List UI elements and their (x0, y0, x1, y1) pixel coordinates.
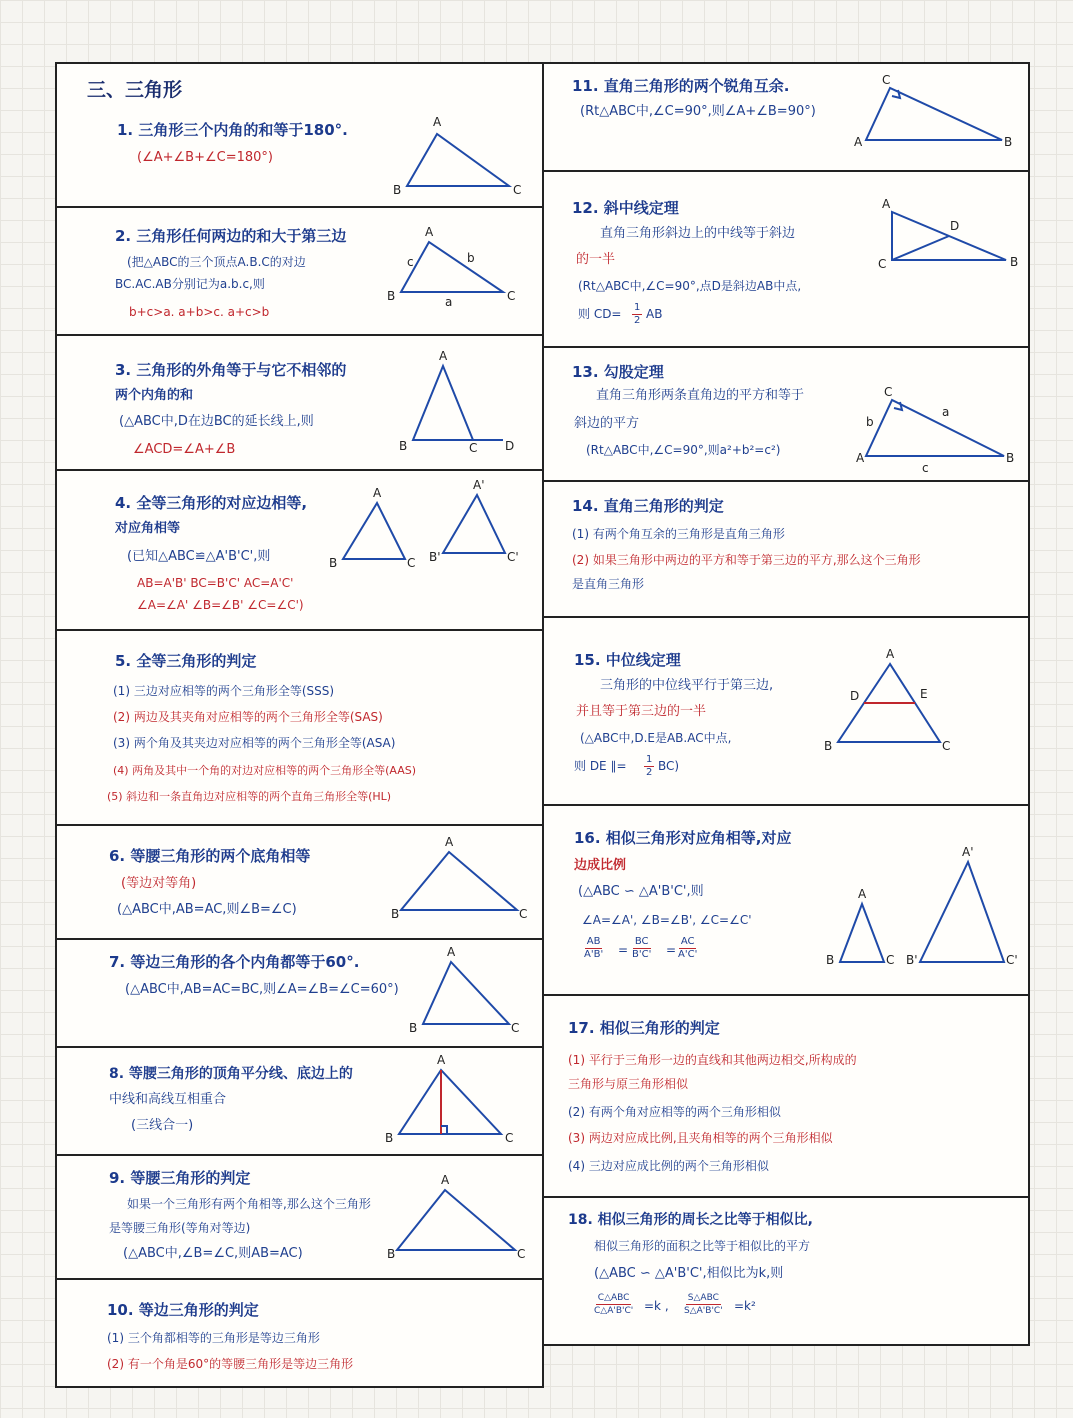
vertex-label: B (824, 739, 833, 753)
vertex-label: B (826, 953, 835, 967)
vertex-label: C (886, 953, 895, 967)
item-line: (把△ABC的三个顶点A.B.C的对边 (127, 255, 306, 269)
item-title: 2. 三角形任何两边的和大于第三边 (115, 227, 347, 245)
ratio: $\frac{BC}{B'C'}$ (632, 936, 652, 960)
vertex-label: D (950, 219, 960, 233)
vertex-label: C (878, 257, 887, 271)
ratio: $\frac{AB}{A'B'}$ (584, 936, 604, 960)
item-line: (1) 三边对应相等的两个三角形全等(SSS) (113, 684, 335, 698)
item-line: 直角三角形斜边上的中线等于斜边 (600, 226, 796, 241)
item-line: ∠ACD=∠A+∠B (133, 442, 236, 457)
item-title: 10. 等边三角形的判定 (107, 1301, 259, 1319)
similar-triangles-figure (826, 844, 1026, 967)
vertex-label: B (409, 1021, 418, 1035)
item-16 (544, 804, 1028, 996)
item-line: (2) 两边及其夹角对应相等的两个三角形全等(SAS) (113, 710, 383, 724)
item-line: (2) 有两个角对应相等的两个三角形相似 (568, 1105, 781, 1119)
item-title: 17. 相似三角形的判定 (568, 1019, 720, 1037)
item-line: (Rt△ABC中,∠C=90°,则a²+b²=c²) (586, 443, 781, 457)
vertex-label: B (399, 439, 408, 453)
item-line: 的一半 (576, 252, 616, 267)
item-title: 8. 等腰三角形的顶角平分线、底边上的 (109, 1066, 353, 1082)
item-title: 15. 中位线定理 (574, 651, 681, 669)
item-line: 则 CD= (578, 307, 622, 321)
vertex-label: B (391, 907, 400, 921)
item-line: 三角形与原三角形相似 (568, 1077, 689, 1091)
item-line: 中线和高线互相重合 (109, 1092, 227, 1107)
equals-sign: = (618, 943, 629, 957)
vertex-label: A (425, 225, 434, 239)
item-title: 11. 直角三角形的两个锐角互余. (572, 77, 790, 95)
item-line: (已知△ABC≌△A'B'C',则 (127, 549, 271, 564)
vertex-label: B (329, 556, 338, 570)
vertex-label: C (505, 1131, 514, 1145)
side-label: c (922, 461, 929, 475)
item-title: 13. 勾股定理 (572, 363, 664, 381)
vertex-label: B' (906, 953, 918, 967)
vertex-label: A' (473, 478, 485, 492)
ratio: S△ABC S△A'B'C' (684, 1293, 723, 1316)
equilateral-triangle-figure (407, 945, 537, 1038)
item-title: 14. 直角三角形的判定 (572, 497, 724, 515)
three-lines-figure (385, 1053, 525, 1156)
item-line: (1) 平行于三角形一边的直线和其他两边相交,所构成的 (568, 1053, 857, 1067)
left-column (55, 62, 544, 1388)
item-line: (4) 三边对应成比例的两个三角形相似 (568, 1159, 769, 1173)
item-title: 12. 斜中线定理 (572, 199, 679, 217)
vertex-label: C (519, 907, 528, 921)
item-line: (△ABC中,AB=AC=BC,则∠A=∠B=∠C=60°) (125, 982, 399, 997)
item-line: 如果一个三角形有两个角相等,那么这个三角形 (127, 1197, 371, 1211)
item-line: 三角形的中位线平行于第三边, (600, 678, 774, 693)
item-3 (57, 334, 542, 471)
item-line: ∠A=∠A', ∠B=∠B', ∠C=∠C' (582, 913, 752, 927)
item-title: 18. 相似三角形的周长之比等于相似比, (568, 1212, 813, 1228)
vertex-label: B (1006, 451, 1015, 465)
item-title: 6. 等腰三角形的两个底角相等 (109, 847, 311, 865)
isosceles-triangle-figure (391, 835, 531, 930)
triangle-figure (387, 225, 527, 320)
item-8 (57, 1046, 542, 1156)
right-column (542, 62, 1030, 1346)
vertex-label: A (856, 451, 865, 465)
vertex-label: D (850, 689, 860, 703)
item-title: 4. 全等三角形的对应边相等, (115, 494, 308, 512)
item-13 (544, 346, 1028, 482)
vertex-label: C (882, 73, 891, 87)
item-7 (57, 938, 542, 1048)
vertex-label: C (507, 289, 516, 303)
item-11 (544, 64, 1028, 172)
vertex-label: C' (507, 550, 519, 564)
vertex-label: A' (962, 845, 974, 859)
item-2 (57, 206, 542, 336)
item-line: 直角三角形两条直角边的平方和等于 (596, 388, 805, 403)
item-line: (3) 两边对应成比例,且夹角相等的两个三角形相似 (568, 1131, 833, 1145)
item-line: (1) 三个角都相等的三角形是等边三角形 (107, 1331, 320, 1345)
vertex-label: C (407, 556, 416, 570)
item-line: 两个内角的和 (115, 388, 194, 403)
item-line: (三线合一) (131, 1118, 194, 1133)
vertex-label: A (373, 486, 382, 500)
vertex-label: C (513, 183, 522, 197)
item-line: (△ABC中,AB=AC,则∠B=∠C) (117, 902, 297, 917)
vertex-label: A (858, 887, 867, 901)
item-line: 相似三角形的面积之比等于相似比的平方 (594, 1239, 811, 1253)
item-line: 是直角三角形 (572, 577, 645, 591)
vertex-label: B (387, 1247, 396, 1261)
item-line: 边成比例 (574, 858, 627, 873)
vertex-label: C (511, 1021, 520, 1035)
item-line: (△ABC中,D.E是AB.AC中点, (580, 731, 732, 745)
vertex-label: B (385, 1131, 394, 1145)
side-label: a (445, 295, 453, 309)
vertex-label: C (884, 385, 893, 399)
side-label: c (407, 255, 414, 269)
item-line: (2) 如果三角形中两边的平方和等于第三边的平方,那么这个三角形 (572, 553, 921, 567)
item-line: (Rt△ABC中,∠C=90°,点D是斜边AB中点, (578, 279, 802, 293)
vertex-label: C (517, 1247, 526, 1261)
ratio: C△ABC C△A'B'C' (594, 1293, 634, 1316)
right-triangle-figure (854, 73, 1014, 158)
side-label: a (942, 405, 950, 419)
item-line: (2) 有一个角是60°的等腰三角形是等边三角形 (107, 1357, 354, 1371)
item-line: (△ABC中,∠B=∠C,则AB=AC) (123, 1246, 303, 1261)
ratio: $\frac{AC}{A'C'}$ (678, 936, 698, 960)
congruent-triangles-figure (329, 478, 529, 579)
item-10 (57, 1278, 542, 1386)
vertex-label: B' (429, 550, 441, 564)
item-18 (544, 1196, 1028, 1344)
isosceles-triangle-figure (387, 1173, 527, 1268)
item-1 (57, 64, 542, 208)
equals-sign: = (666, 943, 677, 957)
item-line: (∠A+∠B+∠C=180°) (137, 150, 273, 165)
item-line: (3) 两个角及其夹边对应相等的两个三角形全等(ASA) (113, 736, 396, 750)
item-title: 1. 三角形三个内角的和等于180°. (117, 121, 348, 139)
vertex-label: E (920, 687, 928, 701)
vertex-label: A (886, 647, 895, 661)
vertex-label: A (433, 115, 442, 129)
item-title: 3. 三角形的外角等于与它不相邻的 (115, 361, 347, 379)
item-line: (1) 有两个角互余的三角形是直角三角形 (572, 527, 785, 541)
triangle-figure (393, 349, 533, 455)
item-title: 9. 等腰三角形的判定 (109, 1169, 251, 1187)
item-line: BC) (658, 759, 680, 773)
vertex-label: C (469, 441, 478, 455)
fraction: $\frac{1}{2}$ (646, 754, 653, 778)
item-line: ∠A=∠A' ∠B=∠B' ∠C=∠C') (137, 598, 304, 612)
side-label: b (467, 251, 475, 265)
item-15 (544, 616, 1028, 806)
vertex-label: A (441, 1173, 450, 1187)
midline-triangle-figure (824, 647, 974, 762)
item-line: =k² (734, 1299, 756, 1313)
vertex-label: A (439, 349, 448, 363)
item-line: 是等腰三角形(等角对等边) (109, 1221, 251, 1235)
vertex-label: A (445, 835, 454, 849)
item-line: AB (646, 307, 663, 321)
vertex-label: A (437, 1053, 446, 1067)
section-title: 三、三角形 (87, 79, 183, 101)
vertex-label: C (942, 739, 951, 753)
vertex-label: B (393, 183, 402, 197)
item-4 (57, 469, 542, 631)
item-line: (△ABC ∽ △A'B'C',相似比为k,则 (594, 1266, 784, 1281)
fraction: $\frac{1}{2}$ (634, 302, 641, 326)
item-17 (544, 994, 1028, 1198)
item-14 (544, 480, 1028, 618)
item-title: 5. 全等三角形的判定 (115, 652, 257, 670)
pythagorean-triangle-figure (856, 386, 1016, 476)
item-line: (5) 斜边和一条直角边对应相等的两个直角三角形全等(HL) (107, 790, 392, 803)
vertex-label: B (1004, 135, 1013, 149)
item-line: BC.AC.AB分别记为a.b.c,则 (115, 277, 265, 291)
item-5 (57, 629, 542, 826)
vertex-label: D (505, 439, 515, 453)
item-line: 并且等于第三边的一半 (576, 704, 707, 719)
item-line: =k , (644, 1299, 669, 1313)
item-12 (544, 170, 1028, 348)
item-line: (△ABC中,D在边BC的延长线上,则 (119, 414, 314, 429)
item-line: 斜边的平方 (574, 416, 640, 431)
median-hypotenuse-figure (876, 197, 1026, 280)
vertex-label: A (447, 945, 456, 959)
vertex-label: B (1010, 255, 1019, 269)
item-6 (57, 824, 542, 940)
item-title: 7. 等边三角形的各个内角都等于60°. (109, 953, 360, 971)
item-line: (等边对等角) (121, 876, 197, 891)
item-line: (4) 两角及其中一个角的对边对应相等的两个三角形全等(AAS) (113, 764, 416, 777)
item-9 (57, 1154, 542, 1280)
item-title: 16. 相似三角形对应角相等,对应 (574, 829, 792, 847)
triangle-figure (387, 114, 527, 204)
item-line: AB=A'B' BC=B'C' AC=A'C' (137, 576, 294, 590)
item-line: 对应角相等 (115, 521, 181, 536)
item-line: b+c>a. a+b>c. a+c>b (129, 305, 270, 319)
vertex-label: A (882, 197, 891, 211)
item-line: 则 DE ∥= (574, 759, 627, 773)
item-line: (△ABC ∽ △A'B'C',则 (578, 884, 704, 899)
vertex-label: B (387, 289, 396, 303)
vertex-label: C' (1006, 953, 1018, 967)
item-line: (Rt△ABC中,∠C=90°,则∠A+∠B=90°) (580, 104, 816, 119)
vertex-label: A (854, 135, 863, 149)
side-label: b (866, 415, 874, 429)
